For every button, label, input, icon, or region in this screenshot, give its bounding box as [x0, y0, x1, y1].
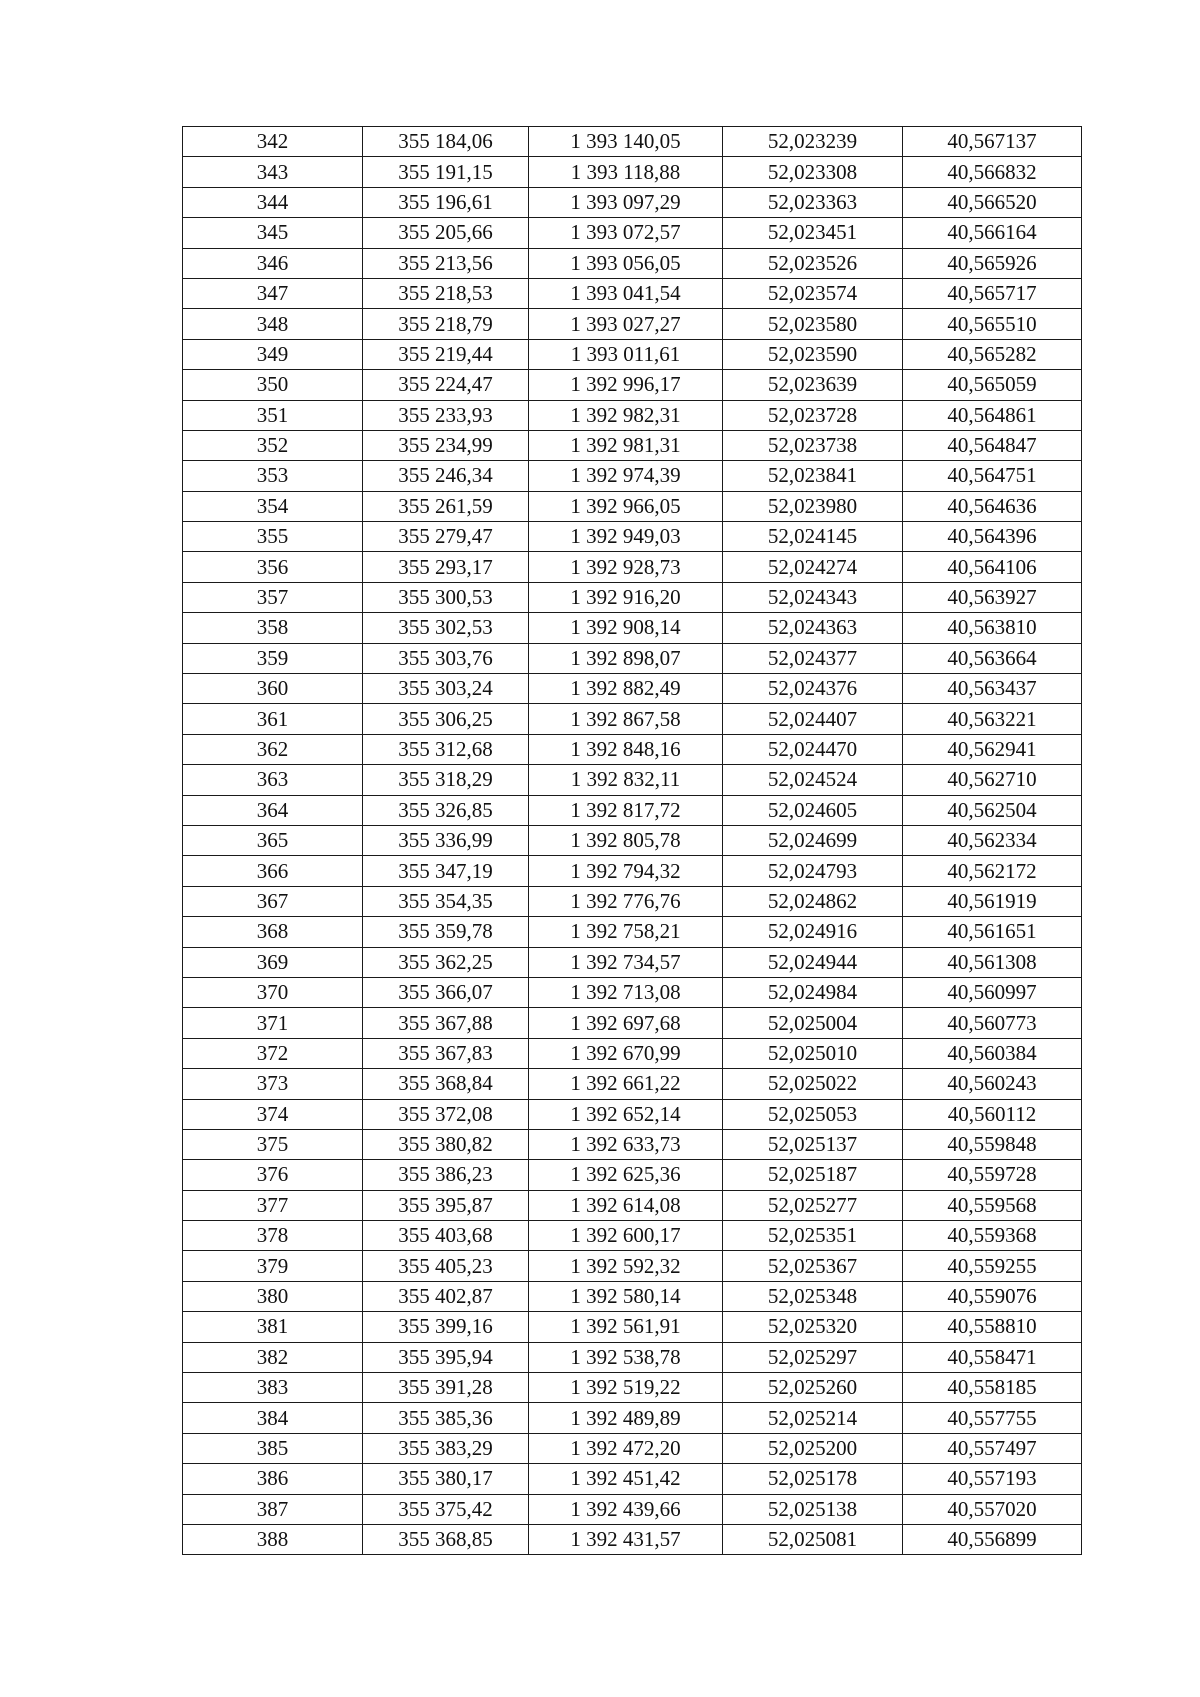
y-coordinate-cell: 1 392 981,31: [529, 430, 723, 460]
point-number-cell: 353: [183, 461, 363, 491]
longitude-cell: 40,563664: [903, 643, 1082, 673]
y-coordinate-cell: 1 393 140,05: [529, 127, 723, 157]
latitude-cell: 52,023526: [723, 248, 903, 278]
table-row: [183, 461, 1082, 491]
point-number-cell: 356: [183, 552, 363, 582]
point-number-cell: 360: [183, 674, 363, 704]
point-number-cell: 344: [183, 187, 363, 217]
longitude-cell: 40,560243: [903, 1069, 1082, 1099]
y-coordinate-cell: 1 392 949,03: [529, 522, 723, 552]
point-number-cell: 369: [183, 947, 363, 977]
table-row: [183, 339, 1082, 369]
longitude-cell: 40,565510: [903, 309, 1082, 339]
point-number-cell: 381: [183, 1312, 363, 1342]
table-row: [183, 704, 1082, 734]
y-coordinate-cell: 1 392 661,22: [529, 1069, 723, 1099]
y-coordinate-cell: 1 392 519,22: [529, 1373, 723, 1403]
x-coordinate-cell: 355 191,15: [363, 157, 529, 187]
point-number-cell: 387: [183, 1494, 363, 1524]
longitude-cell: 40,564861: [903, 400, 1082, 430]
point-number-cell: 388: [183, 1524, 363, 1554]
table-row: [183, 157, 1082, 187]
y-coordinate-cell: 1 392 848,16: [529, 734, 723, 764]
table-row: [183, 127, 1082, 157]
x-coordinate-cell: 355 405,23: [363, 1251, 529, 1281]
table-row: [183, 309, 1082, 339]
x-coordinate-cell: 355 380,17: [363, 1464, 529, 1494]
x-coordinate-cell: 355 224,47: [363, 370, 529, 400]
point-number-cell: 357: [183, 582, 363, 612]
y-coordinate-cell: 1 392 928,73: [529, 552, 723, 582]
longitude-cell: 40,566832: [903, 157, 1082, 187]
table-row: [183, 613, 1082, 643]
longitude-cell: 40,562504: [903, 795, 1082, 825]
longitude-cell: 40,557193: [903, 1464, 1082, 1494]
latitude-cell: 52,024862: [723, 886, 903, 916]
point-number-cell: 380: [183, 1281, 363, 1311]
point-number-cell: 367: [183, 886, 363, 916]
table-row: [183, 917, 1082, 947]
y-coordinate-cell: 1 392 916,20: [529, 582, 723, 612]
table-row: [183, 1129, 1082, 1159]
x-coordinate-cell: 355 395,87: [363, 1190, 529, 1220]
y-coordinate-cell: 1 392 697,68: [529, 1008, 723, 1038]
latitude-cell: 52,025178: [723, 1464, 903, 1494]
latitude-cell: 52,023574: [723, 278, 903, 308]
point-number-cell: 342: [183, 127, 363, 157]
y-coordinate-cell: 1 392 489,89: [529, 1403, 723, 1433]
x-coordinate-cell: 355 234,99: [363, 430, 529, 460]
longitude-cell: 40,558810: [903, 1312, 1082, 1342]
latitude-cell: 52,024524: [723, 765, 903, 795]
point-number-cell: 345: [183, 218, 363, 248]
y-coordinate-cell: 1 392 580,14: [529, 1281, 723, 1311]
longitude-cell: 40,565717: [903, 278, 1082, 308]
point-number-cell: 362: [183, 734, 363, 764]
latitude-cell: 52,024377: [723, 643, 903, 673]
x-coordinate-cell: 355 303,24: [363, 674, 529, 704]
y-coordinate-cell: 1 392 996,17: [529, 370, 723, 400]
latitude-cell: 52,024363: [723, 613, 903, 643]
table-row: [183, 1494, 1082, 1524]
longitude-cell: 40,564847: [903, 430, 1082, 460]
longitude-cell: 40,563437: [903, 674, 1082, 704]
longitude-cell: 40,562172: [903, 856, 1082, 886]
longitude-cell: 40,561308: [903, 947, 1082, 977]
y-coordinate-cell: 1 392 625,36: [529, 1160, 723, 1190]
table-row: [183, 1069, 1082, 1099]
x-coordinate-cell: 355 395,94: [363, 1342, 529, 1372]
y-coordinate-cell: 1 392 758,21: [529, 917, 723, 947]
longitude-cell: 40,564751: [903, 461, 1082, 491]
latitude-cell: 52,023363: [723, 187, 903, 217]
x-coordinate-cell: 355 303,76: [363, 643, 529, 673]
latitude-cell: 52,024793: [723, 856, 903, 886]
y-coordinate-cell: 1 392 592,32: [529, 1251, 723, 1281]
table-row: [183, 1008, 1082, 1038]
x-coordinate-cell: 355 399,16: [363, 1312, 529, 1342]
latitude-cell: 52,025081: [723, 1524, 903, 1554]
x-coordinate-cell: 355 367,88: [363, 1008, 529, 1038]
point-number-cell: 370: [183, 977, 363, 1007]
latitude-cell: 52,023728: [723, 400, 903, 430]
x-coordinate-cell: 355 196,61: [363, 187, 529, 217]
latitude-cell: 52,023239: [723, 127, 903, 157]
y-coordinate-cell: 1 392 713,08: [529, 977, 723, 1007]
y-coordinate-cell: 1 392 614,08: [529, 1190, 723, 1220]
table-row: [183, 430, 1082, 460]
longitude-cell: 40,560384: [903, 1038, 1082, 1068]
point-number-cell: 364: [183, 795, 363, 825]
x-coordinate-cell: 355 367,83: [363, 1038, 529, 1068]
y-coordinate-cell: 1 392 472,20: [529, 1433, 723, 1463]
x-coordinate-cell: 355 385,36: [363, 1403, 529, 1433]
point-number-cell: 375: [183, 1129, 363, 1159]
table-row: [183, 1251, 1082, 1281]
point-number-cell: 347: [183, 278, 363, 308]
latitude-cell: 52,024376: [723, 674, 903, 704]
table-row: [183, 1342, 1082, 1372]
table-row: [183, 187, 1082, 217]
longitude-cell: 40,557497: [903, 1433, 1082, 1463]
latitude-cell: 52,025004: [723, 1008, 903, 1038]
table-row: [183, 643, 1082, 673]
point-number-cell: 383: [183, 1373, 363, 1403]
x-coordinate-cell: 355 383,29: [363, 1433, 529, 1463]
table-row: [183, 795, 1082, 825]
table-row: [183, 1433, 1082, 1463]
point-number-cell: 386: [183, 1464, 363, 1494]
y-coordinate-cell: 1 392 898,07: [529, 643, 723, 673]
longitude-cell: 40,563927: [903, 582, 1082, 612]
point-number-cell: 376: [183, 1160, 363, 1190]
latitude-cell: 52,025277: [723, 1190, 903, 1220]
latitude-cell: 52,023841: [723, 461, 903, 491]
y-coordinate-cell: 1 393 011,61: [529, 339, 723, 369]
longitude-cell: 40,562334: [903, 825, 1082, 855]
longitude-cell: 40,565059: [903, 370, 1082, 400]
longitude-cell: 40,561651: [903, 917, 1082, 947]
latitude-cell: 52,025010: [723, 1038, 903, 1068]
x-coordinate-cell: 355 347,19: [363, 856, 529, 886]
y-coordinate-cell: 1 392 439,66: [529, 1494, 723, 1524]
table-row: [183, 1464, 1082, 1494]
table-row: [183, 1281, 1082, 1311]
point-number-cell: 359: [183, 643, 363, 673]
latitude-cell: 52,025137: [723, 1129, 903, 1159]
longitude-cell: 40,559368: [903, 1221, 1082, 1251]
longitude-cell: 40,563810: [903, 613, 1082, 643]
latitude-cell: 52,025138: [723, 1494, 903, 1524]
x-coordinate-cell: 355 218,53: [363, 278, 529, 308]
y-coordinate-cell: 1 392 882,49: [529, 674, 723, 704]
point-number-cell: 363: [183, 765, 363, 795]
x-coordinate-cell: 355 326,85: [363, 795, 529, 825]
point-number-cell: 354: [183, 491, 363, 521]
y-coordinate-cell: 1 392 776,76: [529, 886, 723, 916]
table-row: [183, 1099, 1082, 1129]
y-coordinate-cell: 1 393 056,05: [529, 248, 723, 278]
longitude-cell: 40,562941: [903, 734, 1082, 764]
table-row: [183, 1190, 1082, 1220]
longitude-cell: 40,556899: [903, 1524, 1082, 1554]
longitude-cell: 40,562710: [903, 765, 1082, 795]
x-coordinate-cell: 355 368,85: [363, 1524, 529, 1554]
x-coordinate-cell: 355 205,66: [363, 218, 529, 248]
table-row: [183, 734, 1082, 764]
table-row: [183, 1221, 1082, 1251]
x-coordinate-cell: 355 368,84: [363, 1069, 529, 1099]
y-coordinate-cell: 1 392 966,05: [529, 491, 723, 521]
longitude-cell: 40,560112: [903, 1099, 1082, 1129]
table-row: [183, 947, 1082, 977]
latitude-cell: 52,025297: [723, 1342, 903, 1372]
point-number-cell: 350: [183, 370, 363, 400]
table-row: [183, 765, 1082, 795]
x-coordinate-cell: 355 246,34: [363, 461, 529, 491]
latitude-cell: 52,025351: [723, 1221, 903, 1251]
latitude-cell: 52,024145: [723, 522, 903, 552]
latitude-cell: 52,025367: [723, 1251, 903, 1281]
table-row: [183, 1524, 1082, 1554]
longitude-cell: 40,558185: [903, 1373, 1082, 1403]
longitude-cell: 40,561919: [903, 886, 1082, 916]
latitude-cell: 52,023451: [723, 218, 903, 248]
y-coordinate-cell: 1 392 633,73: [529, 1129, 723, 1159]
y-coordinate-cell: 1 392 670,99: [529, 1038, 723, 1068]
x-coordinate-cell: 355 362,25: [363, 947, 529, 977]
coordinates-table-body: [183, 127, 1082, 1555]
longitude-cell: 40,566520: [903, 187, 1082, 217]
x-coordinate-cell: 355 403,68: [363, 1221, 529, 1251]
latitude-cell: 52,025320: [723, 1312, 903, 1342]
point-number-cell: 365: [183, 825, 363, 855]
point-number-cell: 348: [183, 309, 363, 339]
x-coordinate-cell: 355 306,25: [363, 704, 529, 734]
table-row: [183, 278, 1082, 308]
latitude-cell: 52,025022: [723, 1069, 903, 1099]
latitude-cell: 52,024699: [723, 825, 903, 855]
latitude-cell: 52,024470: [723, 734, 903, 764]
point-number-cell: 358: [183, 613, 363, 643]
latitude-cell: 52,025187: [723, 1160, 903, 1190]
latitude-cell: 52,024984: [723, 977, 903, 1007]
table-row: [183, 400, 1082, 430]
x-coordinate-cell: 355 318,29: [363, 765, 529, 795]
table-row: [183, 1373, 1082, 1403]
table-row: [183, 856, 1082, 886]
table-row: [183, 886, 1082, 916]
latitude-cell: 52,024916: [723, 917, 903, 947]
longitude-cell: 40,565282: [903, 339, 1082, 369]
y-coordinate-cell: 1 392 908,14: [529, 613, 723, 643]
x-coordinate-cell: 355 402,87: [363, 1281, 529, 1311]
point-number-cell: 371: [183, 1008, 363, 1038]
latitude-cell: 52,024274: [723, 552, 903, 582]
x-coordinate-cell: 355 261,59: [363, 491, 529, 521]
latitude-cell: 52,025260: [723, 1373, 903, 1403]
point-number-cell: 355: [183, 522, 363, 552]
table-row: [183, 1312, 1082, 1342]
longitude-cell: 40,559728: [903, 1160, 1082, 1190]
latitude-cell: 52,023980: [723, 491, 903, 521]
table-row: [183, 1403, 1082, 1433]
x-coordinate-cell: 355 293,17: [363, 552, 529, 582]
x-coordinate-cell: 355 375,42: [363, 1494, 529, 1524]
table-row: [183, 522, 1082, 552]
table-row: [183, 1160, 1082, 1190]
longitude-cell: 40,566164: [903, 218, 1082, 248]
table-row: [183, 491, 1082, 521]
point-number-cell: 368: [183, 917, 363, 947]
longitude-cell: 40,557020: [903, 1494, 1082, 1524]
latitude-cell: 52,024605: [723, 795, 903, 825]
longitude-cell: 40,557755: [903, 1403, 1082, 1433]
longitude-cell: 40,565926: [903, 248, 1082, 278]
x-coordinate-cell: 355 336,99: [363, 825, 529, 855]
longitude-cell: 40,563221: [903, 704, 1082, 734]
point-number-cell: 352: [183, 430, 363, 460]
point-number-cell: 343: [183, 157, 363, 187]
point-number-cell: 385: [183, 1433, 363, 1463]
x-coordinate-cell: 355 312,68: [363, 734, 529, 764]
longitude-cell: 40,564396: [903, 522, 1082, 552]
x-coordinate-cell: 355 184,06: [363, 127, 529, 157]
y-coordinate-cell: 1 393 027,27: [529, 309, 723, 339]
x-coordinate-cell: 355 359,78: [363, 917, 529, 947]
longitude-cell: 40,564636: [903, 491, 1082, 521]
x-coordinate-cell: 355 213,56: [363, 248, 529, 278]
latitude-cell: 52,023639: [723, 370, 903, 400]
point-number-cell: 361: [183, 704, 363, 734]
latitude-cell: 52,023308: [723, 157, 903, 187]
x-coordinate-cell: 355 279,47: [363, 522, 529, 552]
table-row: [183, 218, 1082, 248]
y-coordinate-cell: 1 393 118,88: [529, 157, 723, 187]
y-coordinate-cell: 1 392 794,32: [529, 856, 723, 886]
point-number-cell: 378: [183, 1221, 363, 1251]
table-row: [183, 552, 1082, 582]
latitude-cell: 52,025214: [723, 1403, 903, 1433]
x-coordinate-cell: 355 302,53: [363, 613, 529, 643]
y-coordinate-cell: 1 393 072,57: [529, 218, 723, 248]
latitude-cell: 52,025348: [723, 1281, 903, 1311]
y-coordinate-cell: 1 392 805,78: [529, 825, 723, 855]
latitude-cell: 52,024407: [723, 704, 903, 734]
y-coordinate-cell: 1 392 817,72: [529, 795, 723, 825]
point-number-cell: 373: [183, 1069, 363, 1099]
point-number-cell: 349: [183, 339, 363, 369]
point-number-cell: 384: [183, 1403, 363, 1433]
table-row: [183, 674, 1082, 704]
y-coordinate-cell: 1 392 832,11: [529, 765, 723, 795]
point-number-cell: 382: [183, 1342, 363, 1372]
latitude-cell: 52,023590: [723, 339, 903, 369]
x-coordinate-cell: 355 300,53: [363, 582, 529, 612]
table-row: [183, 582, 1082, 612]
y-coordinate-cell: 1 393 041,54: [529, 278, 723, 308]
longitude-cell: 40,558471: [903, 1342, 1082, 1372]
coordinates-table: [182, 126, 1082, 1555]
latitude-cell: 52,023738: [723, 430, 903, 460]
longitude-cell: 40,559255: [903, 1251, 1082, 1281]
y-coordinate-cell: 1 392 867,58: [529, 704, 723, 734]
latitude-cell: 52,025053: [723, 1099, 903, 1129]
y-coordinate-cell: 1 392 538,78: [529, 1342, 723, 1372]
y-coordinate-cell: 1 392 982,31: [529, 400, 723, 430]
longitude-cell: 40,567137: [903, 127, 1082, 157]
x-coordinate-cell: 355 354,35: [363, 886, 529, 916]
longitude-cell: 40,564106: [903, 552, 1082, 582]
y-coordinate-cell: 1 392 974,39: [529, 461, 723, 491]
x-coordinate-cell: 355 391,28: [363, 1373, 529, 1403]
latitude-cell: 52,023580: [723, 309, 903, 339]
point-number-cell: 372: [183, 1038, 363, 1068]
point-number-cell: 346: [183, 248, 363, 278]
y-coordinate-cell: 1 392 561,91: [529, 1312, 723, 1342]
x-coordinate-cell: 355 372,08: [363, 1099, 529, 1129]
table-row: [183, 1038, 1082, 1068]
table-row: [183, 248, 1082, 278]
x-coordinate-cell: 355 386,23: [363, 1160, 529, 1190]
x-coordinate-cell: 355 219,44: [363, 339, 529, 369]
x-coordinate-cell: 355 218,79: [363, 309, 529, 339]
longitude-cell: 40,559568: [903, 1190, 1082, 1220]
point-number-cell: 351: [183, 400, 363, 430]
point-number-cell: 377: [183, 1190, 363, 1220]
y-coordinate-cell: 1 392 734,57: [529, 947, 723, 977]
table-row: [183, 977, 1082, 1007]
point-number-cell: 366: [183, 856, 363, 886]
point-number-cell: 374: [183, 1099, 363, 1129]
x-coordinate-cell: 355 233,93: [363, 400, 529, 430]
latitude-cell: 52,024944: [723, 947, 903, 977]
longitude-cell: 40,560773: [903, 1008, 1082, 1038]
x-coordinate-cell: 355 366,07: [363, 977, 529, 1007]
longitude-cell: 40,559076: [903, 1281, 1082, 1311]
y-coordinate-cell: 1 392 652,14: [529, 1099, 723, 1129]
latitude-cell: 52,024343: [723, 582, 903, 612]
table-row: [183, 370, 1082, 400]
y-coordinate-cell: 1 392 431,57: [529, 1524, 723, 1554]
y-coordinate-cell: 1 393 097,29: [529, 187, 723, 217]
point-number-cell: 379: [183, 1251, 363, 1281]
y-coordinate-cell: 1 392 451,42: [529, 1464, 723, 1494]
table-row: [183, 825, 1082, 855]
longitude-cell: 40,559848: [903, 1129, 1082, 1159]
x-coordinate-cell: 355 380,82: [363, 1129, 529, 1159]
latitude-cell: 52,025200: [723, 1433, 903, 1463]
y-coordinate-cell: 1 392 600,17: [529, 1221, 723, 1251]
longitude-cell: 40,560997: [903, 977, 1082, 1007]
